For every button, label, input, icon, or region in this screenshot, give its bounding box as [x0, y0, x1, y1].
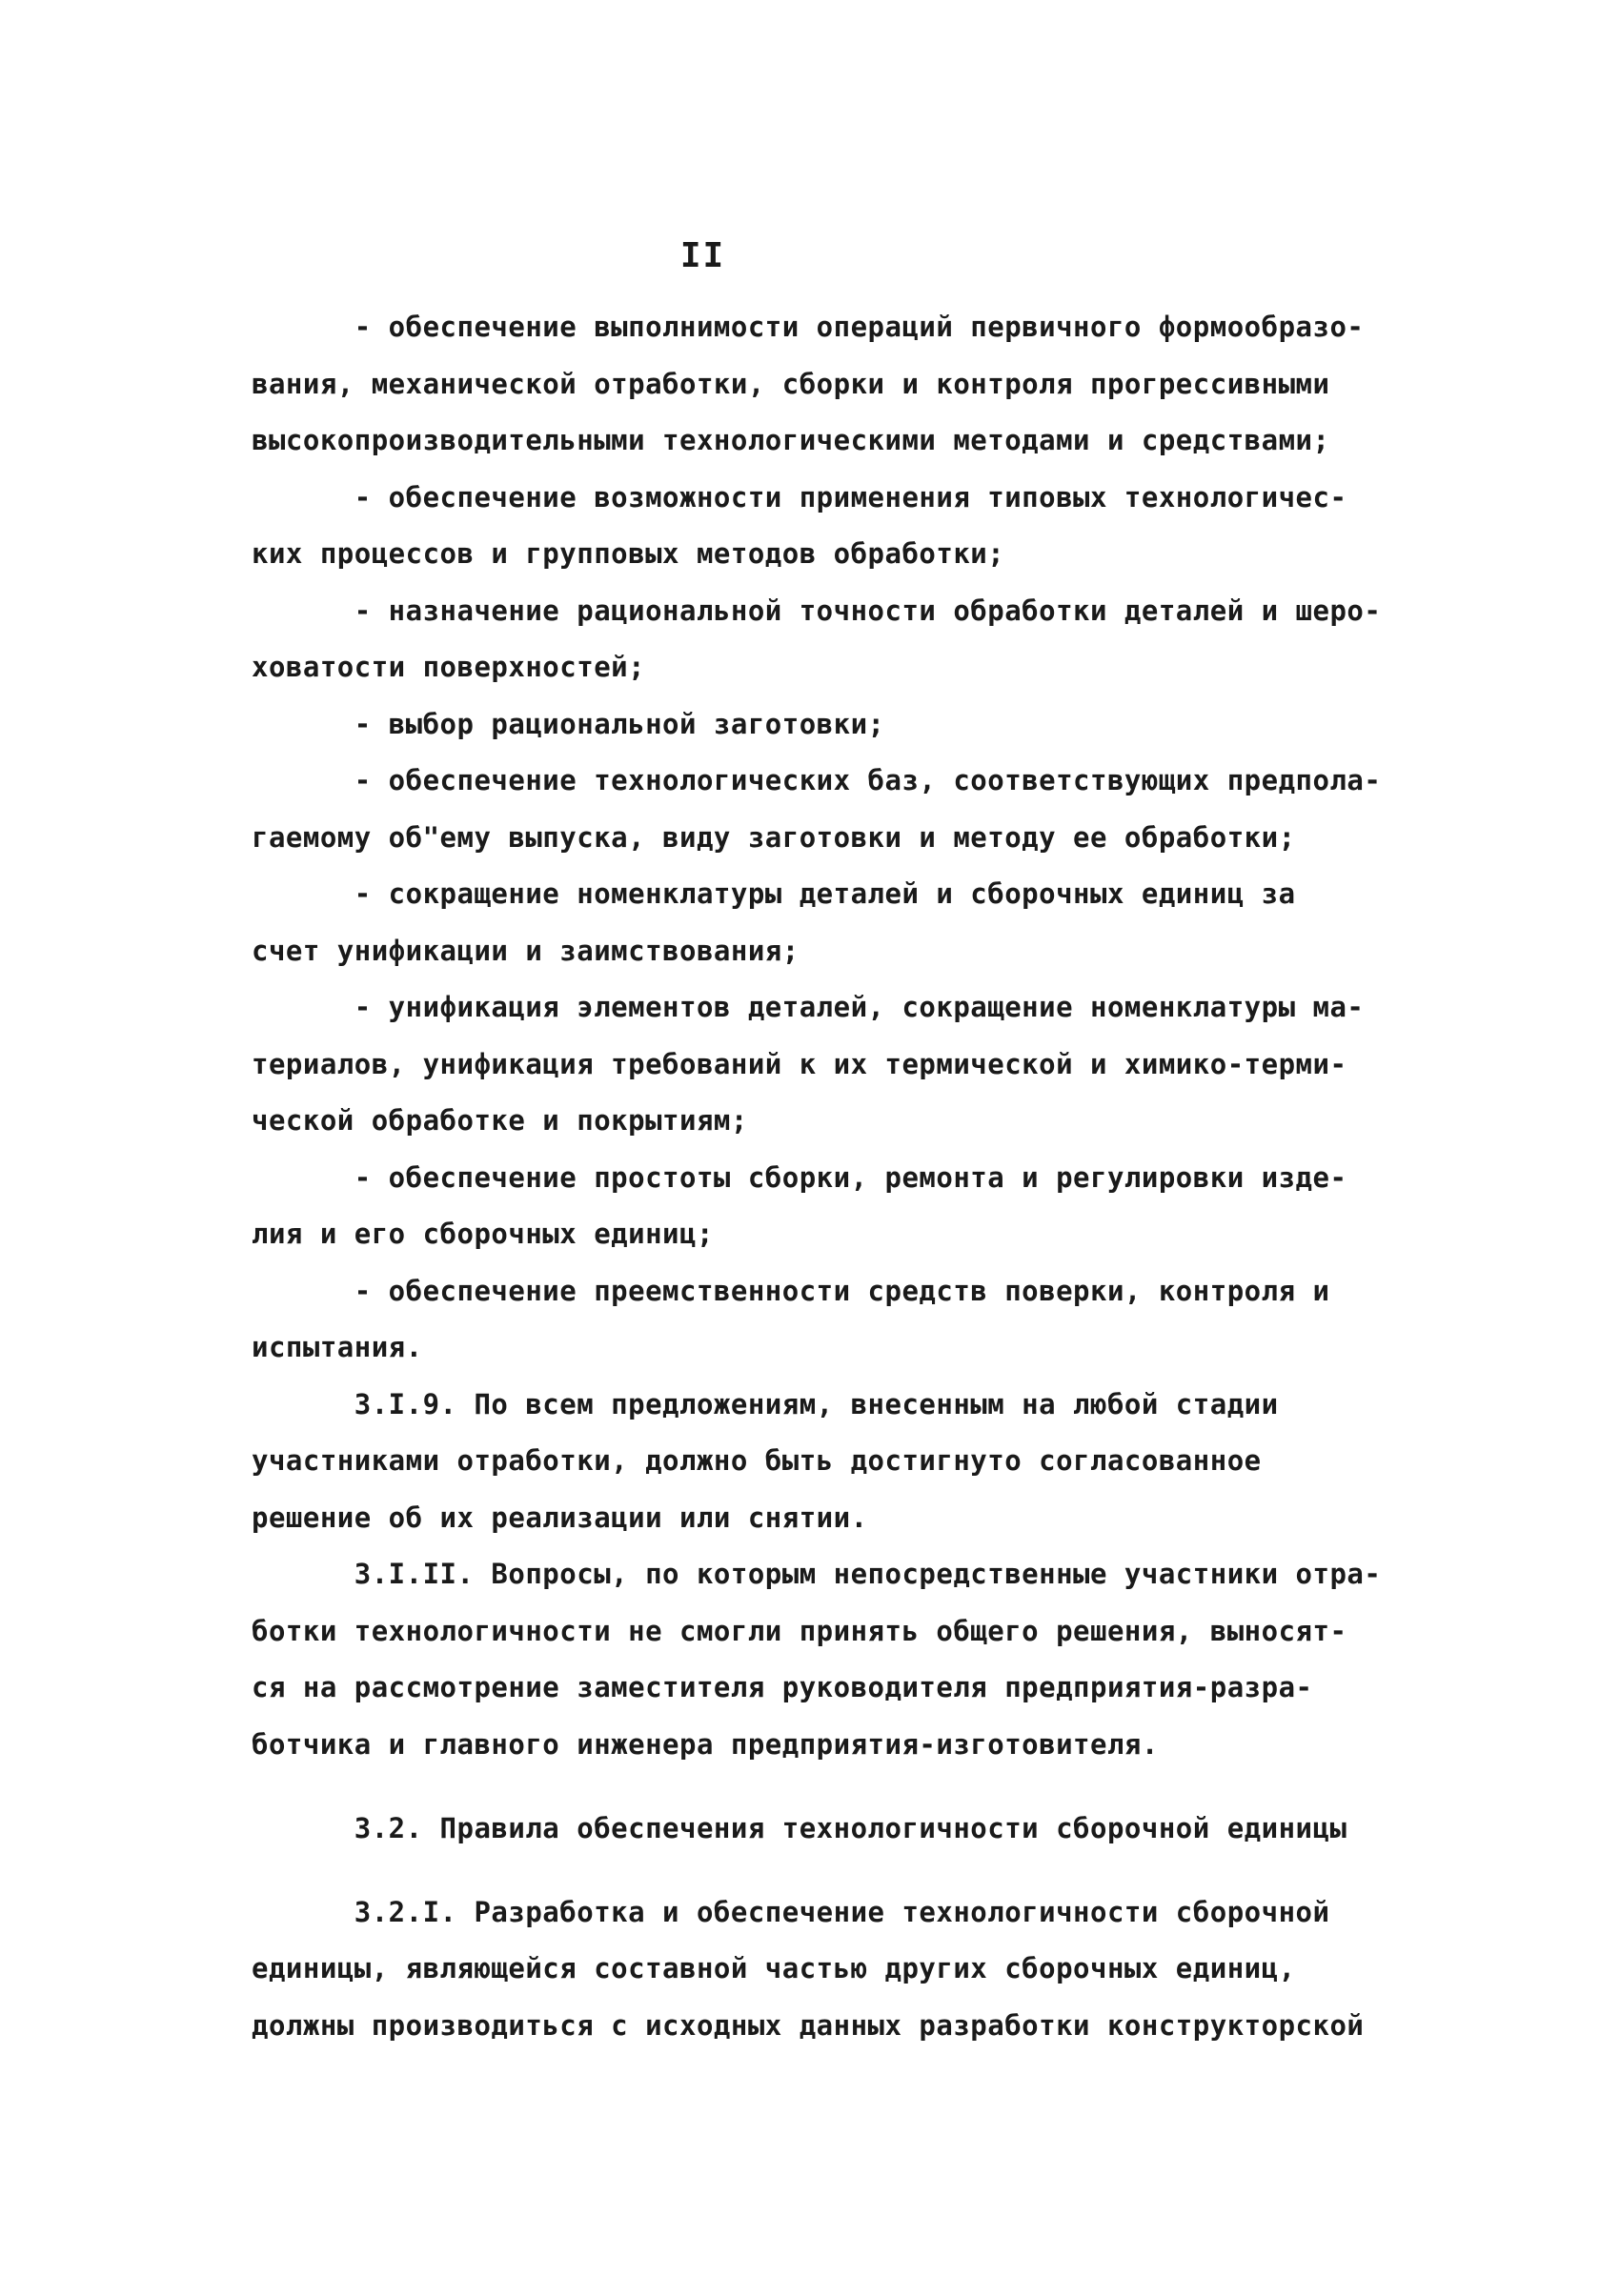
text-line: - обеспечение технологических баз, соответствующих предпола-	[252, 764, 1382, 796]
section-heading: 3.2. Правила обеспечения технологичности сборочной единицы	[252, 1811, 1347, 1844]
text-line: участниками отработки, должно быть достигнуто согласованное	[252, 1444, 1262, 1477]
text-line: вания, механической отработки, сборки и контроля прогрессивными	[252, 367, 1330, 400]
text-line: гаемому об"ему выпуска, виду заготовки и методу ее обработки;	[252, 820, 1296, 854]
text-line: ботчика и главного инженера предприятия-изготовителя.	[252, 1727, 1159, 1761]
text-line: - обеспечение преемственности средств поверки, контроля и	[252, 1274, 1330, 1307]
text-line: - выбор рациональной заготовки;	[252, 707, 885, 740]
text-line: териалов, унификация требований к их термической и химико-терми-	[252, 1047, 1347, 1080]
text-line: решение об их реализации или снятии.	[252, 1500, 868, 1534]
document-body	[252, 299, 1405, 2054]
text-line: лия и его сборочных единиц;	[252, 1218, 714, 1250]
text-line: испытания.	[252, 1331, 423, 1363]
text-line: единицы, являющейся составной частью других сборочных единиц,	[252, 1952, 1296, 1984]
text-line: - обеспечение возможности применения типовых технологичес-	[252, 480, 1347, 514]
text-line: ботки технологичности не смогли принять общего решения, выносят-	[252, 1614, 1347, 1647]
text-line: счет унификации и заимствования;	[252, 934, 800, 967]
text-line: ся на рассмотрение заместителя руководителя предприятия-разра-	[252, 1671, 1313, 1703]
text-line: ческой обработке и покрытиям;	[252, 1104, 748, 1137]
text-line: ховатости поверхностей;	[252, 651, 646, 683]
text-line: 3.2.I. Разработка и обеспечение технологичности сборочной	[252, 1895, 1330, 1928]
text-line: 3.I.II. Вопросы, по которым непосредственные участники отра-	[252, 1558, 1382, 1590]
text-line: - унификация элементов деталей, сокращение номенклатуры ма-	[252, 991, 1365, 1023]
text-line: - сокращение номенклатуры деталей и сборочных единиц за	[252, 877, 1296, 910]
text-line: ких процессов и групповых методов обработки;	[252, 537, 1005, 570]
text-line: 3.I.9. По всем предложениям, внесенным на любой стадии	[252, 1387, 1279, 1420]
text-line: - назначение рациональной точности обработки деталей и шеро-	[252, 594, 1382, 627]
text-line: - обеспечение выполнимости операций первичного формообразо-	[252, 311, 1365, 343]
text-line: высокопроизводительными технологическими методами и средствами;	[252, 424, 1330, 456]
text-line: должны производиться с исходных данных разработки конструкторской	[252, 2008, 1365, 2042]
page-number: II	[679, 236, 726, 275]
text-line: - обеспечение простоты сборки, ремонта и регулировки изде-	[252, 1160, 1347, 1194]
